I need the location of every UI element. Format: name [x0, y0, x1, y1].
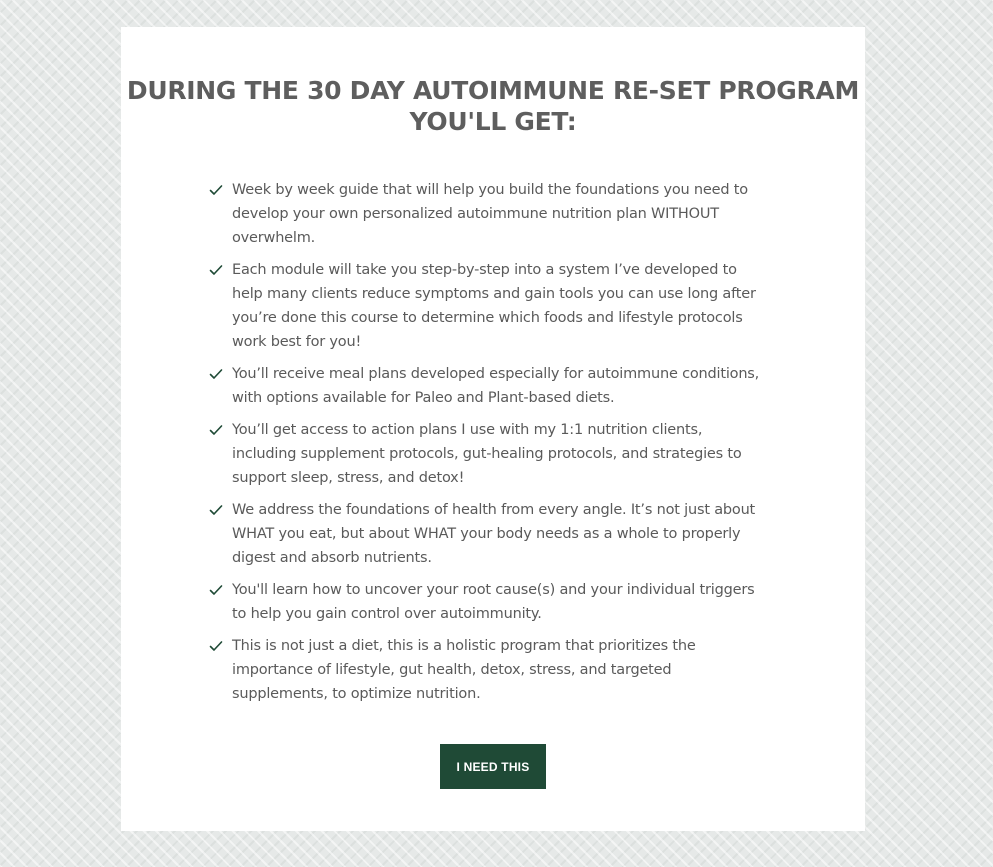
feature-item: [209, 498, 769, 570]
check-icon: [209, 264, 223, 276]
check-icon: [209, 640, 223, 652]
feature-text: We address the foundations of health from every angle. It’s not just about WHAT you eat, but about WHAT your body needs as a whole to properly digest and absorb nutrients.: [232, 502, 756, 566]
check-icon: [209, 368, 223, 380]
check-icon: [209, 584, 223, 596]
feature-item: [209, 178, 769, 250]
program-card: [121, 27, 865, 831]
feature-text: Week by week guide that will help you build the foundations you need to develop your own personalized autoimmune nutrition plan WITHOUT overwhelm.: [232, 182, 748, 246]
feature-item: [209, 578, 769, 626]
check-icon: [209, 504, 223, 516]
feature-item: [209, 634, 769, 706]
page-title: DURING THE 30 DAY AUTOIMMUNE RE-SET PROGRAM YOU'LL GET:: [126, 76, 860, 136]
feature-text: Each module will take you step-by-step into a system I’ve developed to help many clients reduce symptoms and gain tools you can use long after you’re done this course to determine which foods and lifestyle protocols work best for you!: [232, 262, 756, 350]
feature-item: [209, 258, 769, 354]
feature-item: [209, 362, 769, 410]
check-icon: [209, 424, 223, 436]
check-icon: [209, 184, 223, 196]
i-need-this-button[interactable]: I NEED THIS: [440, 744, 546, 789]
feature-text: You'll learn how to uncover your root cause(s) and your individual triggers to help you gain control over autoimmunity.: [232, 582, 755, 622]
feature-text: You’ll receive meal plans developed especially for autoimmune conditions, with options available for Paleo and Plant-based diets.: [232, 366, 760, 406]
feature-text: You’ll get access to action plans I use with my 1:1 nutrition clients, including supplement protocols, gut-healing protocols, and strategies to support sleep, stress, and detox!: [232, 422, 742, 486]
feature-list: [209, 178, 769, 714]
feature-text: This is not just a diet, this is a holistic program that prioritizes the importance of lifestyle, gut health, detox, stress, and targeted supplements, to optimize nutrition.: [232, 638, 696, 702]
feature-item: [209, 418, 769, 490]
